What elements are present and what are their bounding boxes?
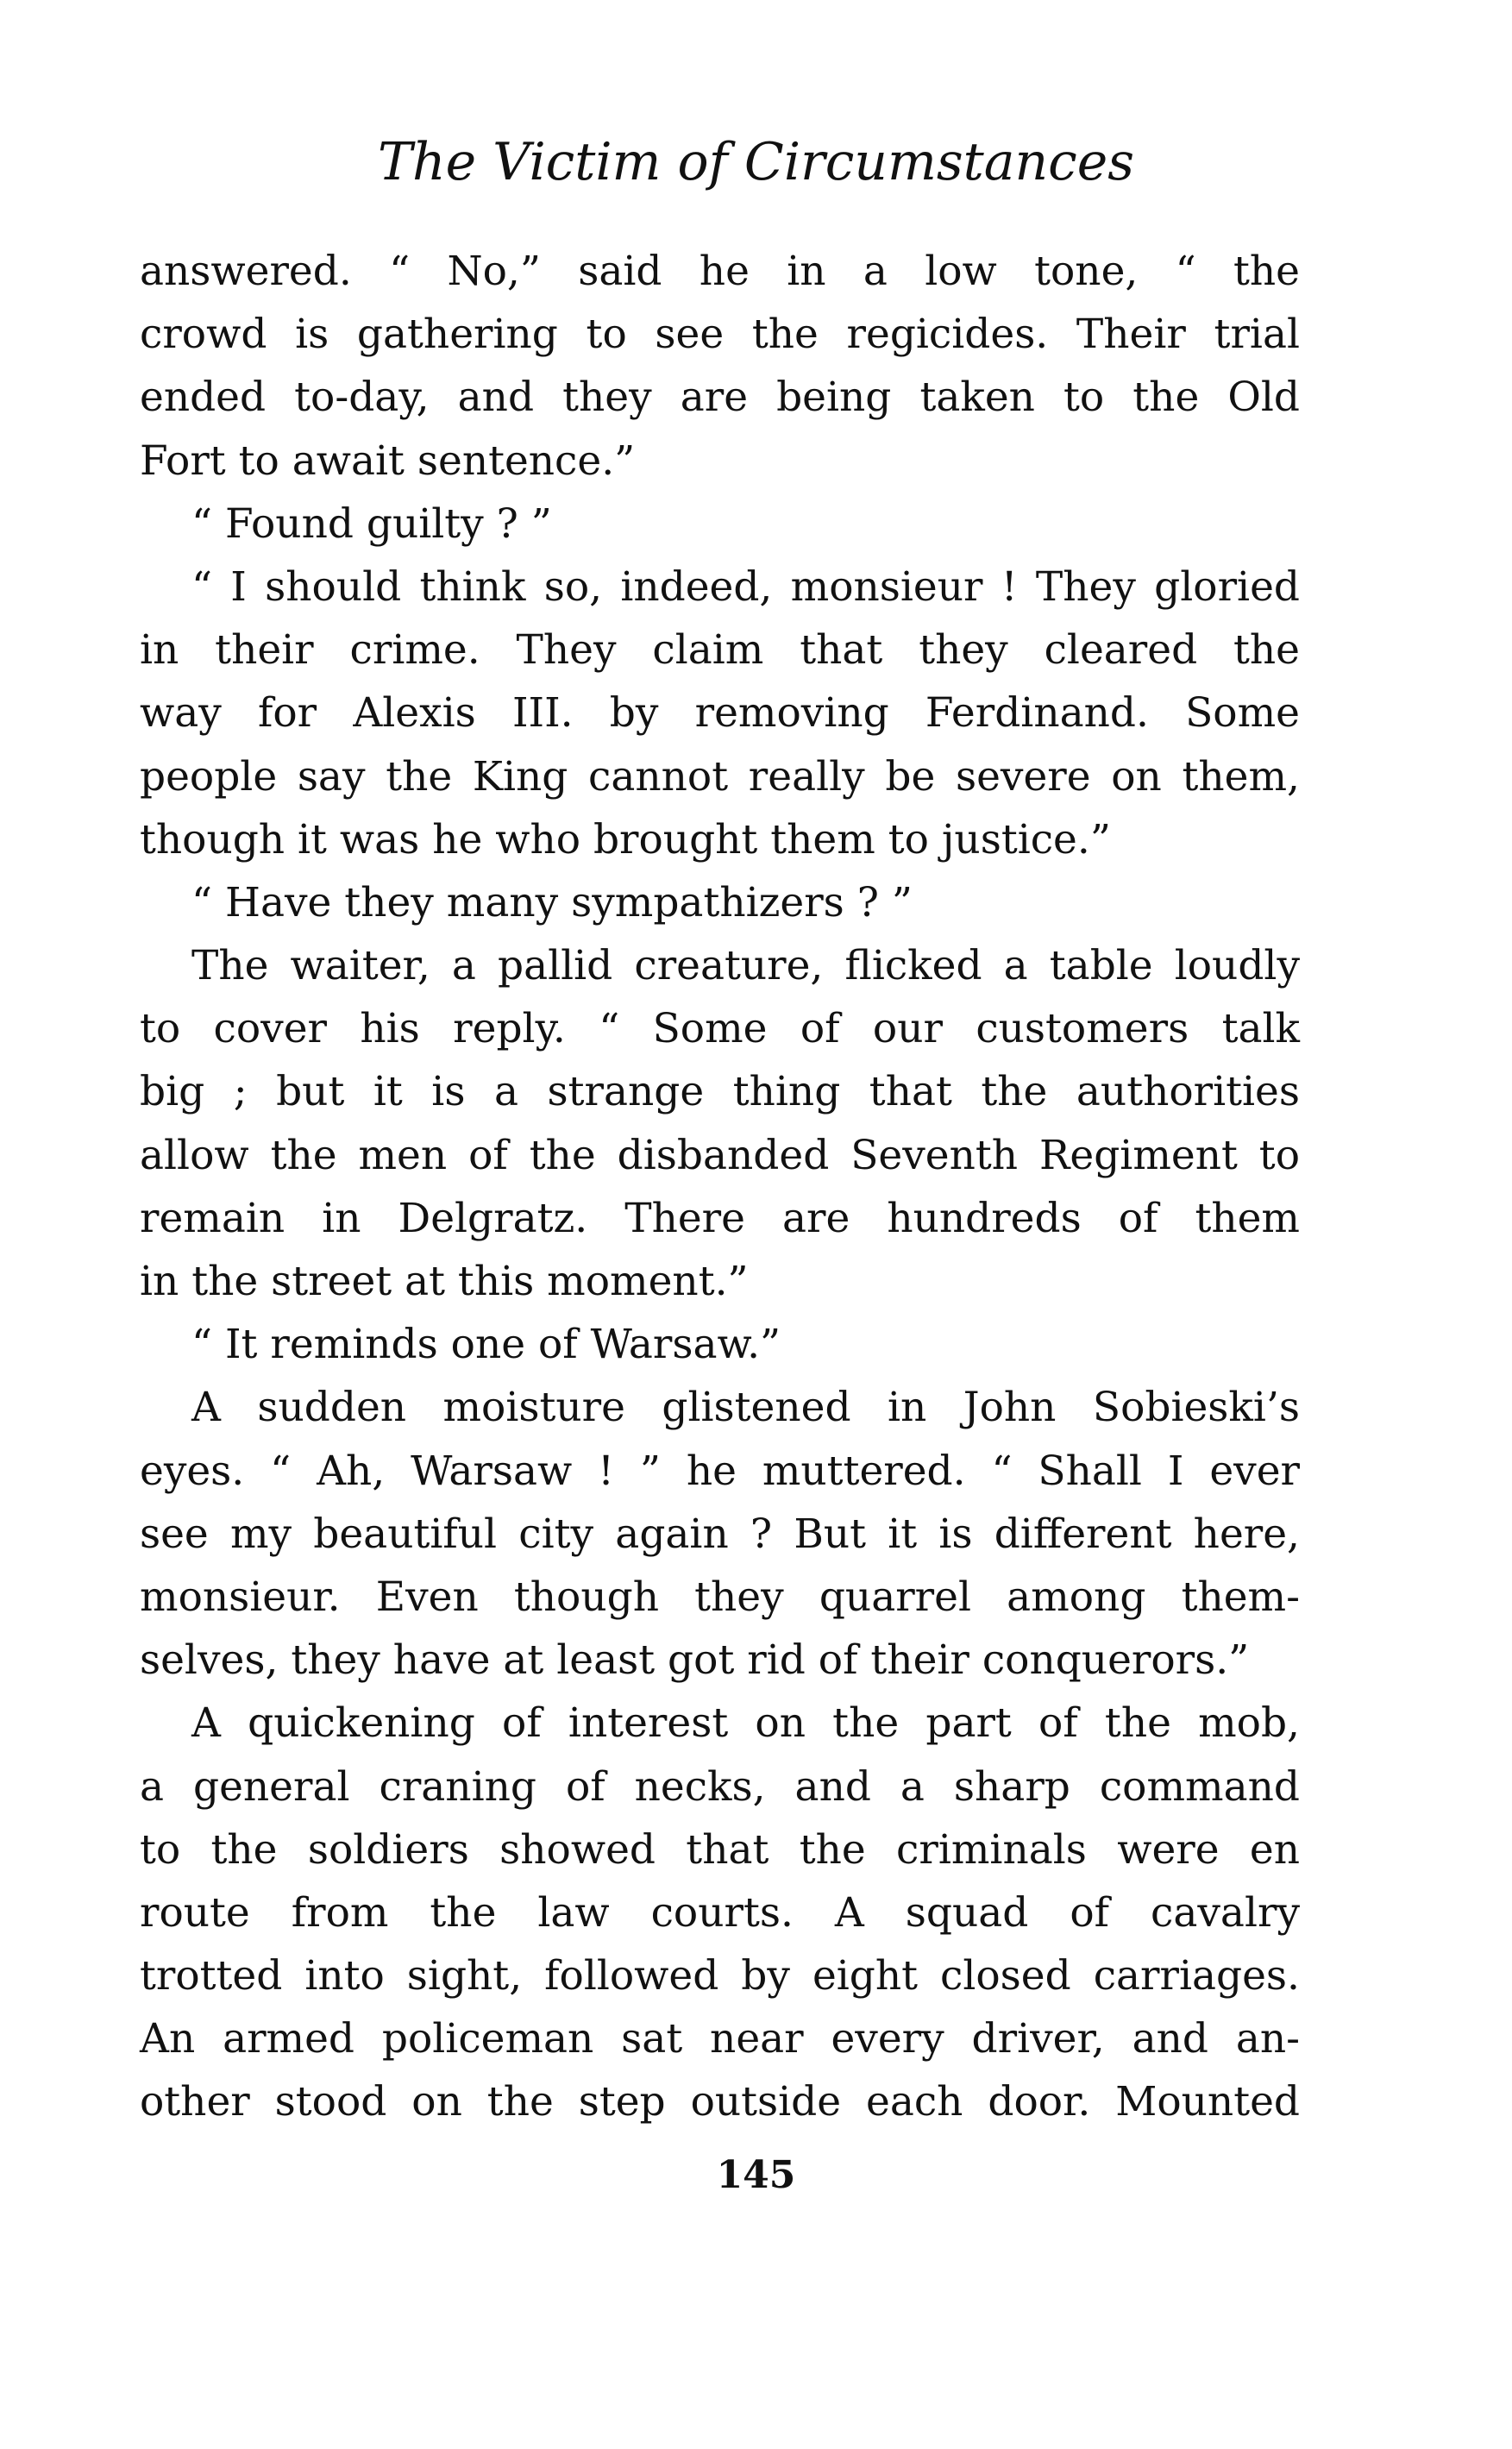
- text-line: eyes. “ Ah, Warsaw ! ” he muttered. “ Shall I ever: [140, 1447, 1300, 1495]
- text-line: The waiter, a pallid creature, flicked a table loudly: [191, 942, 1300, 990]
- text-line: other stood on the step outside each door. Mounted: [140, 2078, 1300, 2126]
- page-number: 145: [716, 2153, 796, 2197]
- text-line: “ Found guilty ? ”: [191, 499, 552, 548]
- text-line: route from the law courts. A squad of cavalry: [140, 1888, 1300, 1937]
- text-line: in their crime. They claim that they cleared the: [140, 626, 1300, 675]
- text-line: way for Alexis III. by removing Ferdinand. Some: [140, 689, 1300, 738]
- text-line: big ; but it is a strange thing that the authorities: [140, 1068, 1300, 1116]
- text-line: “ It reminds one of Warsaw.”: [191, 1321, 781, 1369]
- text-line: a general craning of necks, and a sharp command: [140, 1762, 1300, 1811]
- text-line: A sudden moisture glistened in John Sobieski’s: [191, 1384, 1300, 1432]
- text-line: people say the King cannot really be severe on them,: [140, 752, 1300, 801]
- text-line: “ I should think so, indeed, monsieur ! They gloried: [191, 562, 1300, 611]
- text-line: trotted into sight, followed by eight closed carriages.: [140, 1952, 1300, 2000]
- text-line: allow the men of the disbanded Seventh Regiment to: [140, 1131, 1300, 1179]
- text-line: A quickening of interest on the part of the mob,: [191, 1699, 1300, 1748]
- text-line: An armed policeman sat near every driver, and an-: [140, 2015, 1300, 2063]
- text-line: in the street at this moment.”: [140, 1258, 749, 1305]
- text-line: Fort to await sentence.”: [140, 436, 636, 485]
- text-line: crowd is gathering to see the regicides. Their trial: [140, 311, 1300, 359]
- body-text: [140, 240, 1300, 2134]
- running-head: The Victim of Circumstances: [377, 132, 1135, 192]
- text-line: “ Have they many sympathizers ? ”: [191, 878, 913, 926]
- text-line: though it was he who brought them to justice.”: [140, 815, 1111, 863]
- text-line: remain in Delgratz. There are hundreds of them: [140, 1194, 1300, 1242]
- text-line: to cover his reply. “ Some of our customers talk: [140, 1005, 1300, 1053]
- text-line: see my beautiful city again ? But it is different here,: [140, 1510, 1300, 1558]
- text-line: ended to-day, and they are being taken to the Old: [140, 374, 1300, 422]
- text-line: selves, they have at least got rid of their conquerors.”: [140, 1636, 1250, 1685]
- text-line: answered. “ No,” said he in a low tone, “ the: [140, 248, 1300, 295]
- text-line: to the soldiers showed that the criminals were en: [140, 1825, 1300, 1874]
- text-line: monsieur. Even though they quarrel among them-: [140, 1573, 1300, 1621]
